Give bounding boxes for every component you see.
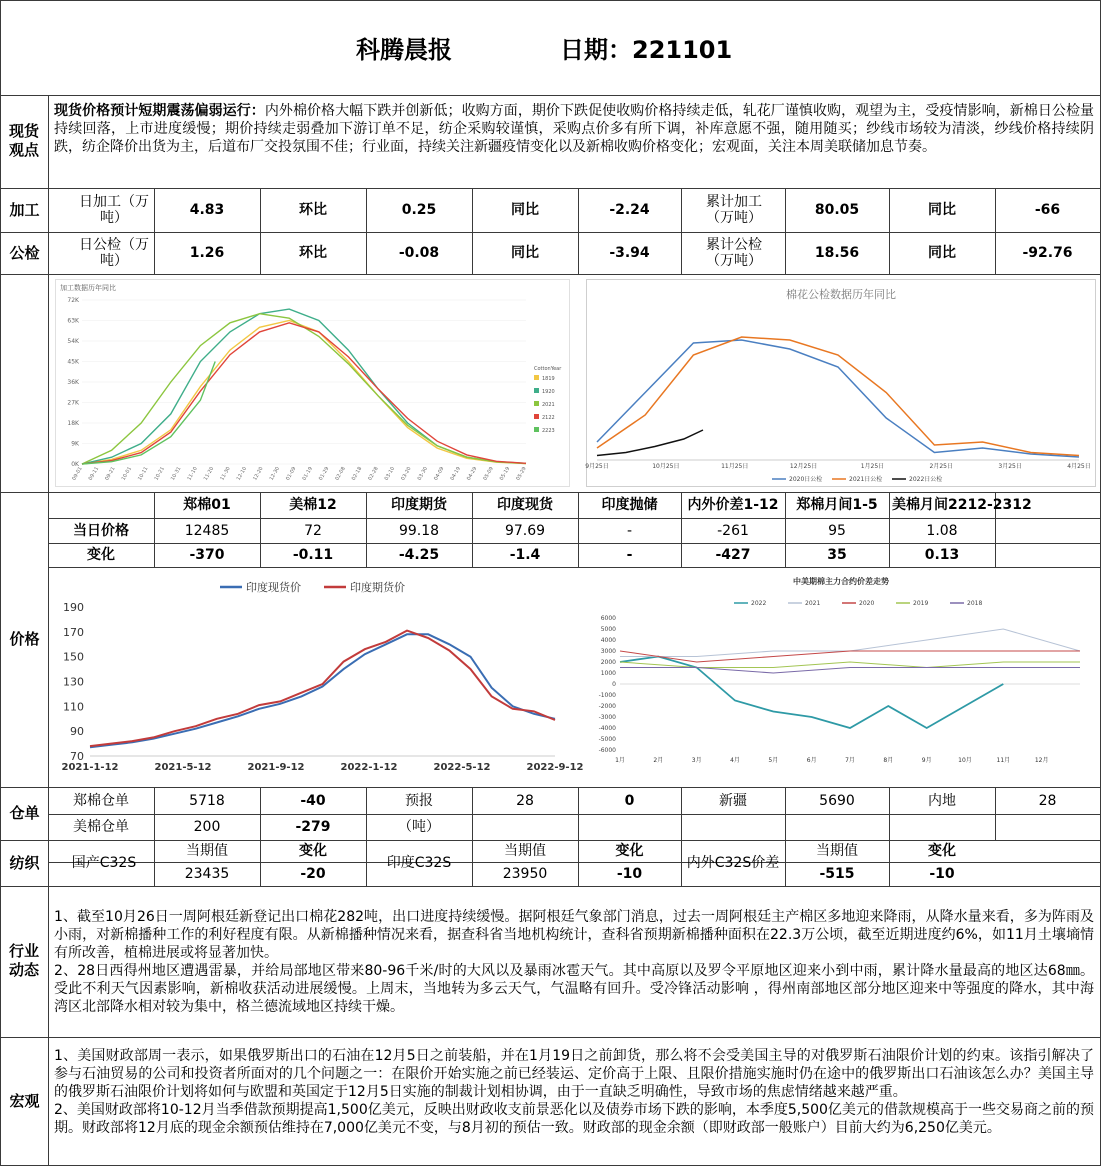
industry-news-item-2: 2、28日西得州地区遭遇雷暴，并给局部地区带来80-96千米/时的大风以及暴雨冰雹天气。其中高原以及罗令平原地区迎来小到中雨，累计降水量最高的地区达68㎜。受此不利天气因素影响，新棉收获活动进展缓慢。上周末，当地转为多云天气，气温略有回升。受冷锋活动影响 ，得州南部地区部分地区迎来中等强度的降水，其中海湾区北部降水相对较为集中，格兰德流域地区持续干燥。 xyxy=(54,963,1094,1015)
price-row2-label: 变化 xyxy=(87,547,115,563)
y-tick-label: -5000 xyxy=(598,736,616,743)
inspection-daily-value: 1.26 xyxy=(189,245,225,261)
x-tick-label: 05-19 xyxy=(498,466,512,482)
processing-yoy-value: -2.24 xyxy=(609,202,650,218)
legend-label-2021: 2021 xyxy=(542,402,555,408)
x-tick-label: 9月25日 xyxy=(585,463,609,470)
price-header-1: 美棉12 xyxy=(289,497,337,513)
x-tick-label: 01-09 xyxy=(285,466,298,482)
warehouse-xinjiang-label: 新疆 xyxy=(719,792,747,809)
price-row2-5: -427 xyxy=(715,547,751,563)
section-label-industry: 行业动态 xyxy=(8,942,39,979)
warehouse-zheng-value: 5718 xyxy=(189,792,225,809)
series-line-2021日公检 xyxy=(597,337,1079,456)
x-tick-label: 2月25日 xyxy=(929,463,954,470)
inspection-cum-yoy-label: 同比 xyxy=(928,245,956,261)
y-tick-label: 110 xyxy=(63,700,84,714)
y-tick-label: -6000 xyxy=(598,747,616,754)
x-tick-label: 6月 xyxy=(806,757,817,764)
warehouse-forecast-label: 预报 xyxy=(405,792,433,809)
section-label-inspection: 公检 xyxy=(9,243,40,262)
industry-news-item-1: 1、截至10月26日一周阿根廷新登记出口棉花282吨，出口进度持续缓慢。据阿根廷气象部门消息，过去一周阿根廷主产棉区多地迎来降雨，从降水量来看，多为阵雨及小雨，对新棉播种工作的利好程度有限。从新棉播种情况来看，据查科省当地机构统计，查科省预期新棉播种面积在22.3万公顷，截至近期进度约6%，如11月土壤墒情有所改善，植棉进展或将显著加快。 xyxy=(54,909,1094,961)
inspection-mom-label: 环比 xyxy=(299,245,327,261)
inspection-cum-label: 累计公检（万吨） xyxy=(706,237,762,269)
x-tick-label: 03-20 xyxy=(400,466,413,482)
series-line-2022日公检 xyxy=(597,430,703,456)
chart-title: 中美期棉主力合约价差走势 xyxy=(793,577,889,586)
x-tick-label: 2022-9-12 xyxy=(526,762,584,773)
x-tick-label: 03-30 xyxy=(416,466,430,482)
chart-title: 棉花公检数据历年同比 xyxy=(786,288,896,301)
series-line-2021 xyxy=(620,629,1080,657)
price-row1-label: 当日价格 xyxy=(73,522,129,539)
x-tick-label: 1月25日 xyxy=(860,463,885,470)
textile-diff-change: -10 xyxy=(929,866,955,882)
textile-cn-label: 国产C32S xyxy=(71,855,137,871)
x-tick-label: 2022-5-12 xyxy=(433,762,491,773)
textile-diff-chg-label: 变化 xyxy=(928,843,956,859)
x-tick-label: 04-19 xyxy=(449,466,462,482)
price-row1-1: 72 xyxy=(304,522,322,539)
warehouse-xinjiang-value: 5690 xyxy=(819,792,855,809)
y-tick-label: -3000 xyxy=(598,714,616,721)
x-tick-label: 10月 xyxy=(958,757,972,764)
y-tick-label: 170 xyxy=(63,625,84,639)
inspection-yoy-value: -3.94 xyxy=(609,245,650,261)
industry-news xyxy=(54,908,1094,1016)
x-tick-label: 03-10 xyxy=(383,466,397,482)
x-tick-label: 4月 xyxy=(730,757,740,764)
textile-cn-change: -20 xyxy=(300,866,326,882)
textile-in-cur-label: 当期值 xyxy=(504,843,546,859)
price-header-4: 印度抛储 xyxy=(601,497,658,513)
processing-yoy-chart-svg xyxy=(56,280,569,486)
y-tick-label: 0 xyxy=(612,681,616,688)
price-header-2: 印度期货 xyxy=(391,497,447,513)
macro-news-item-1: 1、美国财政部周一表示，如果俄罗斯出口的石油在12月5日之前装船，并在1月19日之前卸货，那么将不会受美国主导的对俄罗斯石油限价计划的约束。该指引解决了参与石油贸易的公司和投资者所面对的几个问题之一：在限价开始实施之前已经装运、定价高于上限、且限价措施实施时仍在途中的俄罗斯出口石油该怎么办？美国主导的俄罗斯石油限价计划将如何与欧盟和英国定于12月5日实施的制裁计划相协调，由于一直缺乏明确性，导致市场的焦虑情绪越来越严重。 xyxy=(54,1048,1094,1100)
textile-in-change: -10 xyxy=(616,866,643,882)
legend-label-2122: 2122 xyxy=(542,415,555,421)
legend-label-2020日公检: 2020日公检 xyxy=(789,476,823,483)
y-tick-label: 4000 xyxy=(600,637,616,644)
india-price-chart-svg xyxy=(55,572,584,782)
x-tick-label: 1月 xyxy=(615,757,625,764)
price-row1-6: 95 xyxy=(828,522,846,539)
x-tick-label: 01-29 xyxy=(317,466,331,482)
inspection-cum-yoy-value: -92.76 xyxy=(1022,245,1073,261)
legend-swatch-2122 xyxy=(534,414,539,419)
price-row2-6: 35 xyxy=(827,547,847,563)
y-tick-label: 54K xyxy=(67,338,79,345)
y-tick-label: 2000 xyxy=(600,659,616,666)
legend-label-2022日公检: 2022日公检 xyxy=(909,476,943,483)
legend-swatch-2223 xyxy=(534,427,539,432)
x-tick-label: 11-10 xyxy=(186,466,199,482)
legend-label-1819: 1819 xyxy=(542,376,555,382)
x-tick-label: 04-09 xyxy=(433,466,446,482)
series-line-2021 xyxy=(82,314,526,464)
legend-label-印度期货价: 印度期货价 xyxy=(350,581,405,594)
price-header-5: 内外价差1-12 xyxy=(687,497,779,513)
x-tick-label: 11月 xyxy=(996,757,1011,764)
y-tick-label: 36K xyxy=(67,379,79,386)
x-tick-label: 9月 xyxy=(921,757,932,764)
x-tick-label: 2月 xyxy=(653,757,664,764)
x-tick-label: 02-08 xyxy=(334,466,347,482)
spot-view-body: 内外棉价格大幅下跌并创新低；收购方面，期价下跌促使收购价格持续走低，轧花厂谨慎收购，观望为主，受疫情影响，新棉日公检量持续回落，上市进度缓慢；期价持续走弱叠加下游订单不足，纺企采购较谨慎，采购点价多有所下调，补库意愿不强，随用随买；纱线市场较为清淡，纱线价格持续阴跌，纺企降价出货为主，后道布厂交投氛围不佳；行业面，持续关注新疆疫情变化以及新棉收购价格变化；宏观面，关注本周美联储加息节奏。 xyxy=(54,103,1095,155)
x-tick-label: 2021-5-12 xyxy=(154,762,212,773)
inspection-daily-label: 日公检（万吨） xyxy=(79,237,149,269)
y-tick-label: 3000 xyxy=(600,648,616,655)
section-label-macro: 宏观 xyxy=(9,1092,40,1110)
x-tick-label: 04-29 xyxy=(465,466,479,482)
processing-cum-yoy-label: 同比 xyxy=(928,202,956,218)
y-tick-label: 70 xyxy=(70,750,84,763)
x-tick-label: 12月25日 xyxy=(789,463,818,470)
series-line-1920 xyxy=(82,309,526,464)
y-tick-label: 5000 xyxy=(600,626,616,633)
x-tick-label: 10-21 xyxy=(153,466,166,482)
x-tick-label: 11月25日 xyxy=(721,463,749,470)
inspection-yoy-label: 同比 xyxy=(511,245,539,261)
x-tick-label: 12-30 xyxy=(268,466,282,482)
section-label-price: 价格 xyxy=(9,630,40,648)
x-tick-label: 3月 xyxy=(691,757,702,764)
price-row1-5: -261 xyxy=(717,522,749,539)
y-tick-label: 6000 xyxy=(600,615,616,622)
y-tick-label: 9K xyxy=(71,440,79,448)
legend-label-2223: 2223 xyxy=(542,428,555,434)
inspection-mom-value: -0.08 xyxy=(398,245,440,261)
warehouse-inland-label: 内地 xyxy=(928,792,956,809)
section-label-textile: 纺织 xyxy=(9,853,40,872)
x-tick-label: 09-21 xyxy=(104,466,117,482)
legend-label-2021: 2021 xyxy=(805,600,821,607)
x-tick-label: 05-09 xyxy=(482,466,495,482)
x-tick-label: 2021-1-12 xyxy=(61,762,119,773)
processing-cum-yoy-value: -66 xyxy=(1034,202,1061,218)
textile-diff-cur-label: 当期值 xyxy=(816,843,858,859)
warehouse-zheng-label: 郑棉仓单 xyxy=(73,792,129,809)
chart-title: 加工数据历年同比 xyxy=(60,284,116,292)
series-line-2020日公检 xyxy=(597,340,1079,457)
price-row2-2: -4.25 xyxy=(398,547,440,563)
x-tick-label: 10月25日 xyxy=(652,463,680,470)
warehouse-us-value: 200 xyxy=(193,819,221,835)
price-row2-4: - xyxy=(626,547,633,563)
processing-yoy-chart xyxy=(55,279,570,487)
price-row2-3: -1.4 xyxy=(509,547,541,563)
report-title: 科腾晨报 xyxy=(356,36,452,64)
y-tick-label: 90 xyxy=(70,725,84,739)
price-row1-3: 97.69 xyxy=(504,522,546,539)
cn-us-spread-chart xyxy=(586,572,1096,782)
price-row1-0: 12485 xyxy=(184,522,230,539)
warehouse-unit-label: （吨） xyxy=(398,819,440,835)
price-header-0: 郑棉01 xyxy=(183,497,231,513)
warehouse-zheng-change: -40 xyxy=(300,792,326,809)
warehouse-inland-value: 28 xyxy=(1038,792,1057,809)
x-tick-label: 2022-1-12 xyxy=(340,762,398,773)
y-tick-label: 27K xyxy=(67,399,79,407)
processing-mom-label: 环比 xyxy=(299,202,327,218)
x-tick-label: 7月 xyxy=(845,757,855,764)
price-row2-1: -0.11 xyxy=(292,547,334,563)
y-tick-label: 45K xyxy=(67,358,79,366)
processing-mom-value: 0.25 xyxy=(401,202,437,218)
inspection-yoy-chart-svg xyxy=(587,280,1095,486)
inspection-yoy-chart xyxy=(586,279,1096,487)
x-tick-label: 10-31 xyxy=(169,466,183,482)
legend-label-1920: 1920 xyxy=(542,389,555,395)
legend-label-2018: 2018 xyxy=(967,600,983,607)
macro-news-item-2: 2、美国财政部将10-12月当季借款预期提高1,500亿美元，反映出财政收支前景恶化以及债券市场下跌的影响，本季度5,500亿美元的借款规模高于一些交易商之前的预期。财政部将12月底的现金余额预估维持在7,000亿美元不变，与8月初的预估一致。财政部的现金余额（即财政部一般账户）目前大约为6,250亿美元。 xyxy=(54,1102,1094,1136)
section-label-spot-view: 现货观点 xyxy=(8,122,39,159)
x-tick-label: 5月 xyxy=(768,757,779,764)
legend-label-2019: 2019 xyxy=(913,600,929,607)
price-row2-0: -370 xyxy=(189,547,225,563)
legend-title: CottonYear xyxy=(534,366,562,372)
series-line-1819 xyxy=(82,321,526,465)
inspection-cum-value: 18.56 xyxy=(814,245,860,261)
y-tick-label: 0K xyxy=(71,461,79,468)
x-tick-label: 2021-9-12 xyxy=(247,762,305,773)
textile-cn-value: 23435 xyxy=(184,866,230,882)
warehouse-us-change: -279 xyxy=(295,819,331,835)
price-header-7: 美棉月间2212-2312 xyxy=(892,497,1032,513)
processing-daily-value: 4.83 xyxy=(189,202,225,218)
india-price-chart xyxy=(55,572,584,782)
price-row1-2: 99.18 xyxy=(398,522,440,539)
textile-cn-cur-label: 当期值 xyxy=(186,843,228,859)
x-tick-label: 10-01 xyxy=(120,466,134,482)
textile-in-label: 印度C32S xyxy=(386,855,452,871)
processing-daily-label: 日加工（万吨） xyxy=(79,194,149,226)
legend-swatch-2021 xyxy=(534,401,539,406)
warehouse-forecast-change: 0 xyxy=(624,792,635,809)
legend-swatch-1819 xyxy=(534,375,539,380)
x-tick-label: 01-19 xyxy=(301,466,314,482)
price-header-3: 印度现货 xyxy=(497,497,553,513)
warehouse-us-label: 美棉仓单 xyxy=(73,819,129,835)
x-tick-label: 12-10 xyxy=(235,466,249,482)
textile-in-value: 23950 xyxy=(502,866,548,882)
x-tick-label: 02-28 xyxy=(367,466,380,482)
y-tick-label: -4000 xyxy=(598,725,616,732)
y-tick-label: 63K xyxy=(67,317,79,325)
x-tick-label: 05-29 xyxy=(515,466,528,482)
macro-news xyxy=(54,1047,1094,1137)
warehouse-forecast-value: 28 xyxy=(516,792,534,809)
x-tick-label: 12月 xyxy=(1034,757,1049,764)
y-tick-label: 1000 xyxy=(600,670,616,677)
series-line-2122 xyxy=(82,323,526,464)
textile-cn-chg-label: 变化 xyxy=(299,843,327,859)
series-line-印度现货价 xyxy=(90,634,555,747)
x-tick-label: 3月25日 xyxy=(998,463,1022,470)
legend-label-印度现货价: 印度现货价 xyxy=(246,581,301,594)
y-tick-label: 150 xyxy=(63,650,84,664)
legend-swatch-1920 xyxy=(534,388,539,393)
price-row1-4: - xyxy=(626,522,633,539)
y-tick-label: 190 xyxy=(63,601,84,614)
y-tick-label: 18K xyxy=(67,420,79,427)
y-tick-label: -2000 xyxy=(598,703,616,710)
section-label-warehouse: 仓单 xyxy=(9,804,40,822)
processing-cum-label: 累计加工（万吨） xyxy=(706,194,762,226)
legend-label-2020: 2020 xyxy=(859,600,875,607)
price-row2-7: 0.13 xyxy=(924,547,960,563)
spot-view-text xyxy=(54,102,1094,156)
x-tick-label: 09-01 xyxy=(71,466,84,482)
processing-yoy-label: 同比 xyxy=(511,202,539,218)
x-tick-label: 12-20 xyxy=(252,466,265,482)
legend-label-2021日公检: 2021日公检 xyxy=(849,476,883,483)
series-line-2018 xyxy=(620,668,1080,674)
x-tick-label: 8月 xyxy=(883,757,894,764)
x-tick-label: 4月25日 xyxy=(1067,463,1091,470)
price-header-6: 郑棉月间1-5 xyxy=(796,497,878,513)
x-tick-label: 02-18 xyxy=(350,466,364,482)
y-tick-label: 130 xyxy=(63,675,84,689)
spot-view-headline: 现货价格预计短期震荡偏弱运行： xyxy=(54,103,265,119)
report-date: 日期：221101 xyxy=(560,36,733,64)
cn-us-spread-chart-svg xyxy=(586,572,1096,782)
price-row1-7: 1.08 xyxy=(926,522,958,539)
y-tick-label: -1000 xyxy=(598,692,616,699)
section-label-processing: 加工 xyxy=(9,200,40,219)
series-line-印度期货价 xyxy=(90,631,555,747)
x-tick-label: 10-11 xyxy=(137,466,150,482)
x-tick-label: 11-20 xyxy=(202,466,216,482)
legend-label-2022: 2022 xyxy=(751,600,767,607)
textile-in-chg-label: 变化 xyxy=(615,843,644,859)
processing-cum-value: 80.05 xyxy=(814,202,860,218)
x-tick-label: 09-11 xyxy=(87,466,101,482)
x-tick-label: 11-30 xyxy=(219,466,232,482)
textile-diff-label: 内外C32S价差 xyxy=(686,855,780,871)
textile-diff-value: -515 xyxy=(819,866,855,882)
y-tick-label: 72K xyxy=(67,297,79,304)
